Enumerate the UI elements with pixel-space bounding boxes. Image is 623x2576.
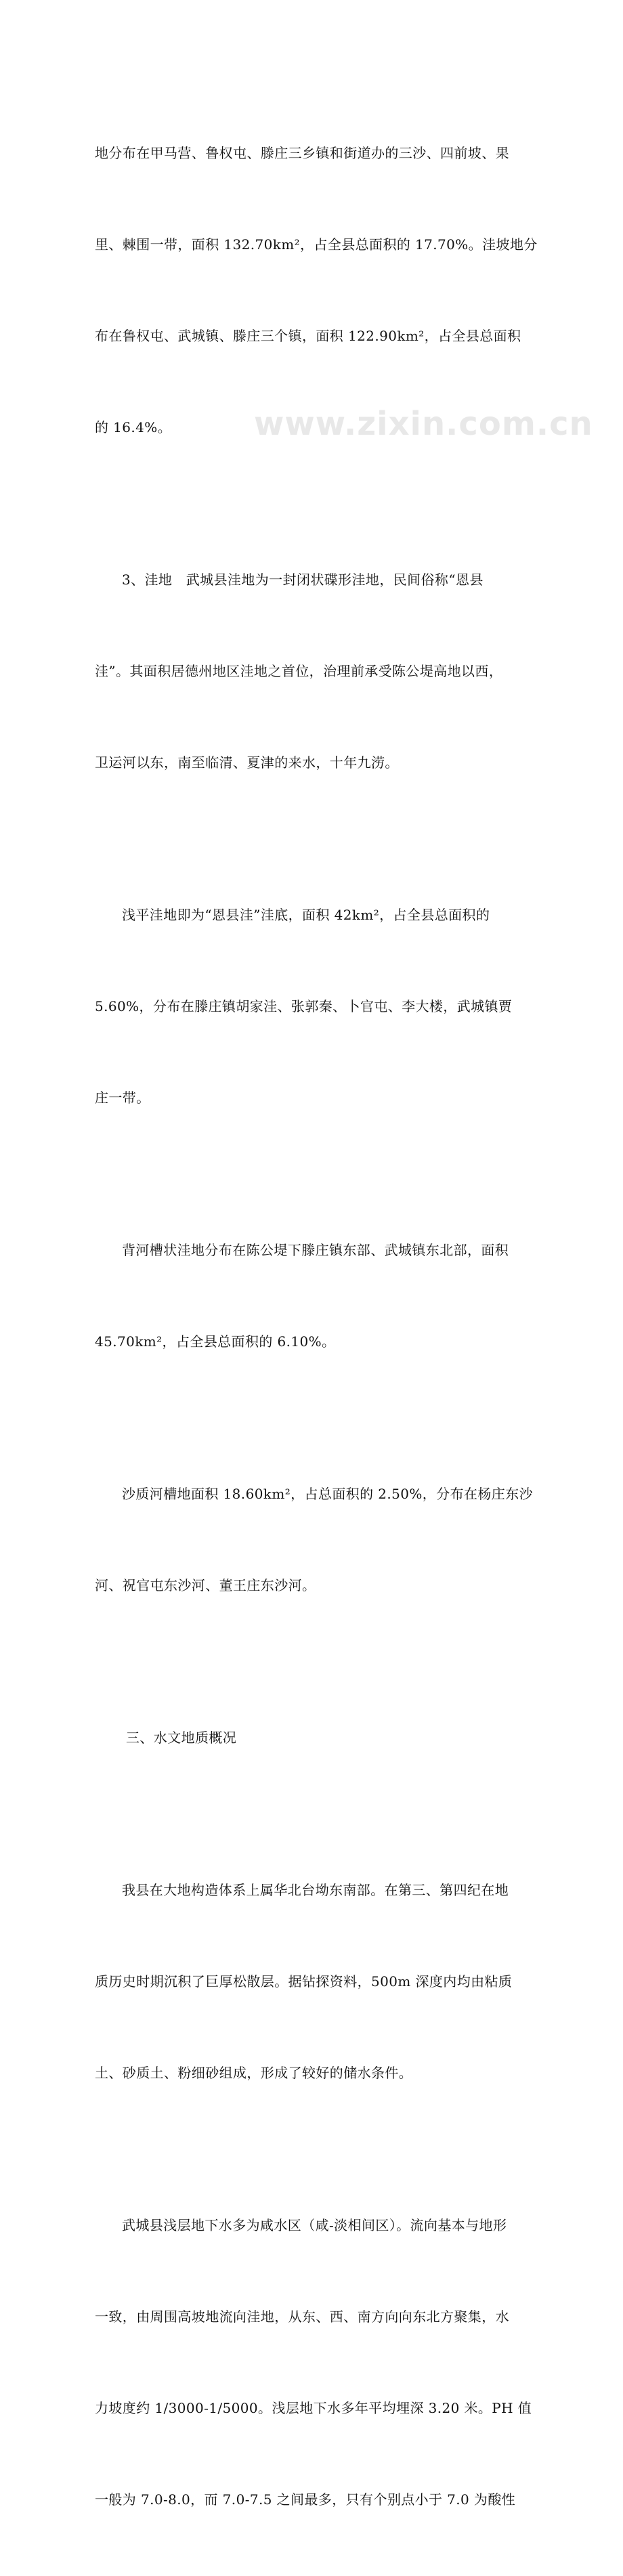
paragraph-depression <box>95 504 528 839</box>
heading-hydrogeology: 三、水文地质概况 <box>126 1730 237 1746</box>
paragraph-sandy-trough <box>95 1418 534 1662</box>
text-line: 卫运河以东，南至临清、夏津的来水，十年九涝。 <box>95 754 399 771</box>
text-line: 3、洼地 武城县洼地为一封闭状碟形洼地，民间俗称“恩县 <box>122 572 484 588</box>
paragraph-groundwater <box>95 2149 532 2576</box>
text-line: 我县在大地构造体系上属华北台坳东南部。在第三、第四纪在地 <box>122 1882 509 1898</box>
text-line: 45.70km²，占全县总面积的 6.10%。 <box>95 1333 336 1350</box>
text-line: 5.60%，分布在滕庄镇胡家洼、张郭秦、卜官屯、李大楼，武城镇贾 <box>95 998 513 1014</box>
body-text <box>95 77 538 2576</box>
text-line: 一般为 7.0-8.0，而 7.0-7.5 之间最多，只有个别点小于 7.0 为酸性 <box>95 2491 516 2508</box>
text-line: 土、砂质土、粉细砂组成，形成了较好的储水条件。 <box>95 2065 413 2081</box>
text-line: 的 16.4%。 <box>95 419 172 435</box>
text-line: 一致，由周围高坡地流向洼地，从东、西、南方向向东北方聚集，水 <box>95 2309 509 2325</box>
text-line: 布在鲁权屯、武城镇、滕庄三个镇，面积 122.90km²，占全县总面积 <box>95 328 521 344</box>
watermark: www.zixin.com.cn <box>254 405 593 443</box>
text-line: 洼”。其面积居德州地区洼地之首位，治理前承受陈公堤高地以西， <box>95 663 503 679</box>
text-line: 河、祝官屯东沙河、董王庄东沙河。 <box>95 1577 316 1593</box>
paragraph-geology <box>95 1814 528 2149</box>
section-heading <box>95 1662 528 1814</box>
paragraph-slope-land <box>95 77 538 504</box>
text-line: 力坡度约 1/3000-1/5000。浅层地下水多年平均埋深 3.20 米。PH 值 <box>95 2400 532 2416</box>
text-line: 背河槽状洼地分布在陈公堤下滕庄镇东部、武城镇东北部，面积 <box>122 1242 509 1258</box>
text-line: 地分布在甲马营、鲁权屯、滕庄三乡镇和街道办的三沙、四前坡、果 <box>95 145 509 161</box>
paragraph-river-trough <box>95 1174 528 1418</box>
text-line: 庄一带。 <box>95 1090 150 1106</box>
text-line: 浅平洼地即为“恩县洼”洼底，面积 42km²，占全县总面积的 <box>122 907 490 923</box>
text-line: 武城县浅层地下水多为咸水区（咸-淡相间区）。流向基本与地形 <box>122 2217 507 2233</box>
text-line: 里、棘围一带，面积 132.70km²，占全县总面积的 17.70%。洼坡地分 <box>95 236 538 253</box>
text-line: 质历史时期沉积了巨厚松散层。据钻探资料，500m 深度内均由粘质 <box>95 1973 513 1990</box>
text-line: 沙质河槽地面积 18.60km²，占总面积的 2.50%，分布在杨庄东沙 <box>122 1486 534 1502</box>
paragraph-shallow-depression <box>95 839 528 1174</box>
